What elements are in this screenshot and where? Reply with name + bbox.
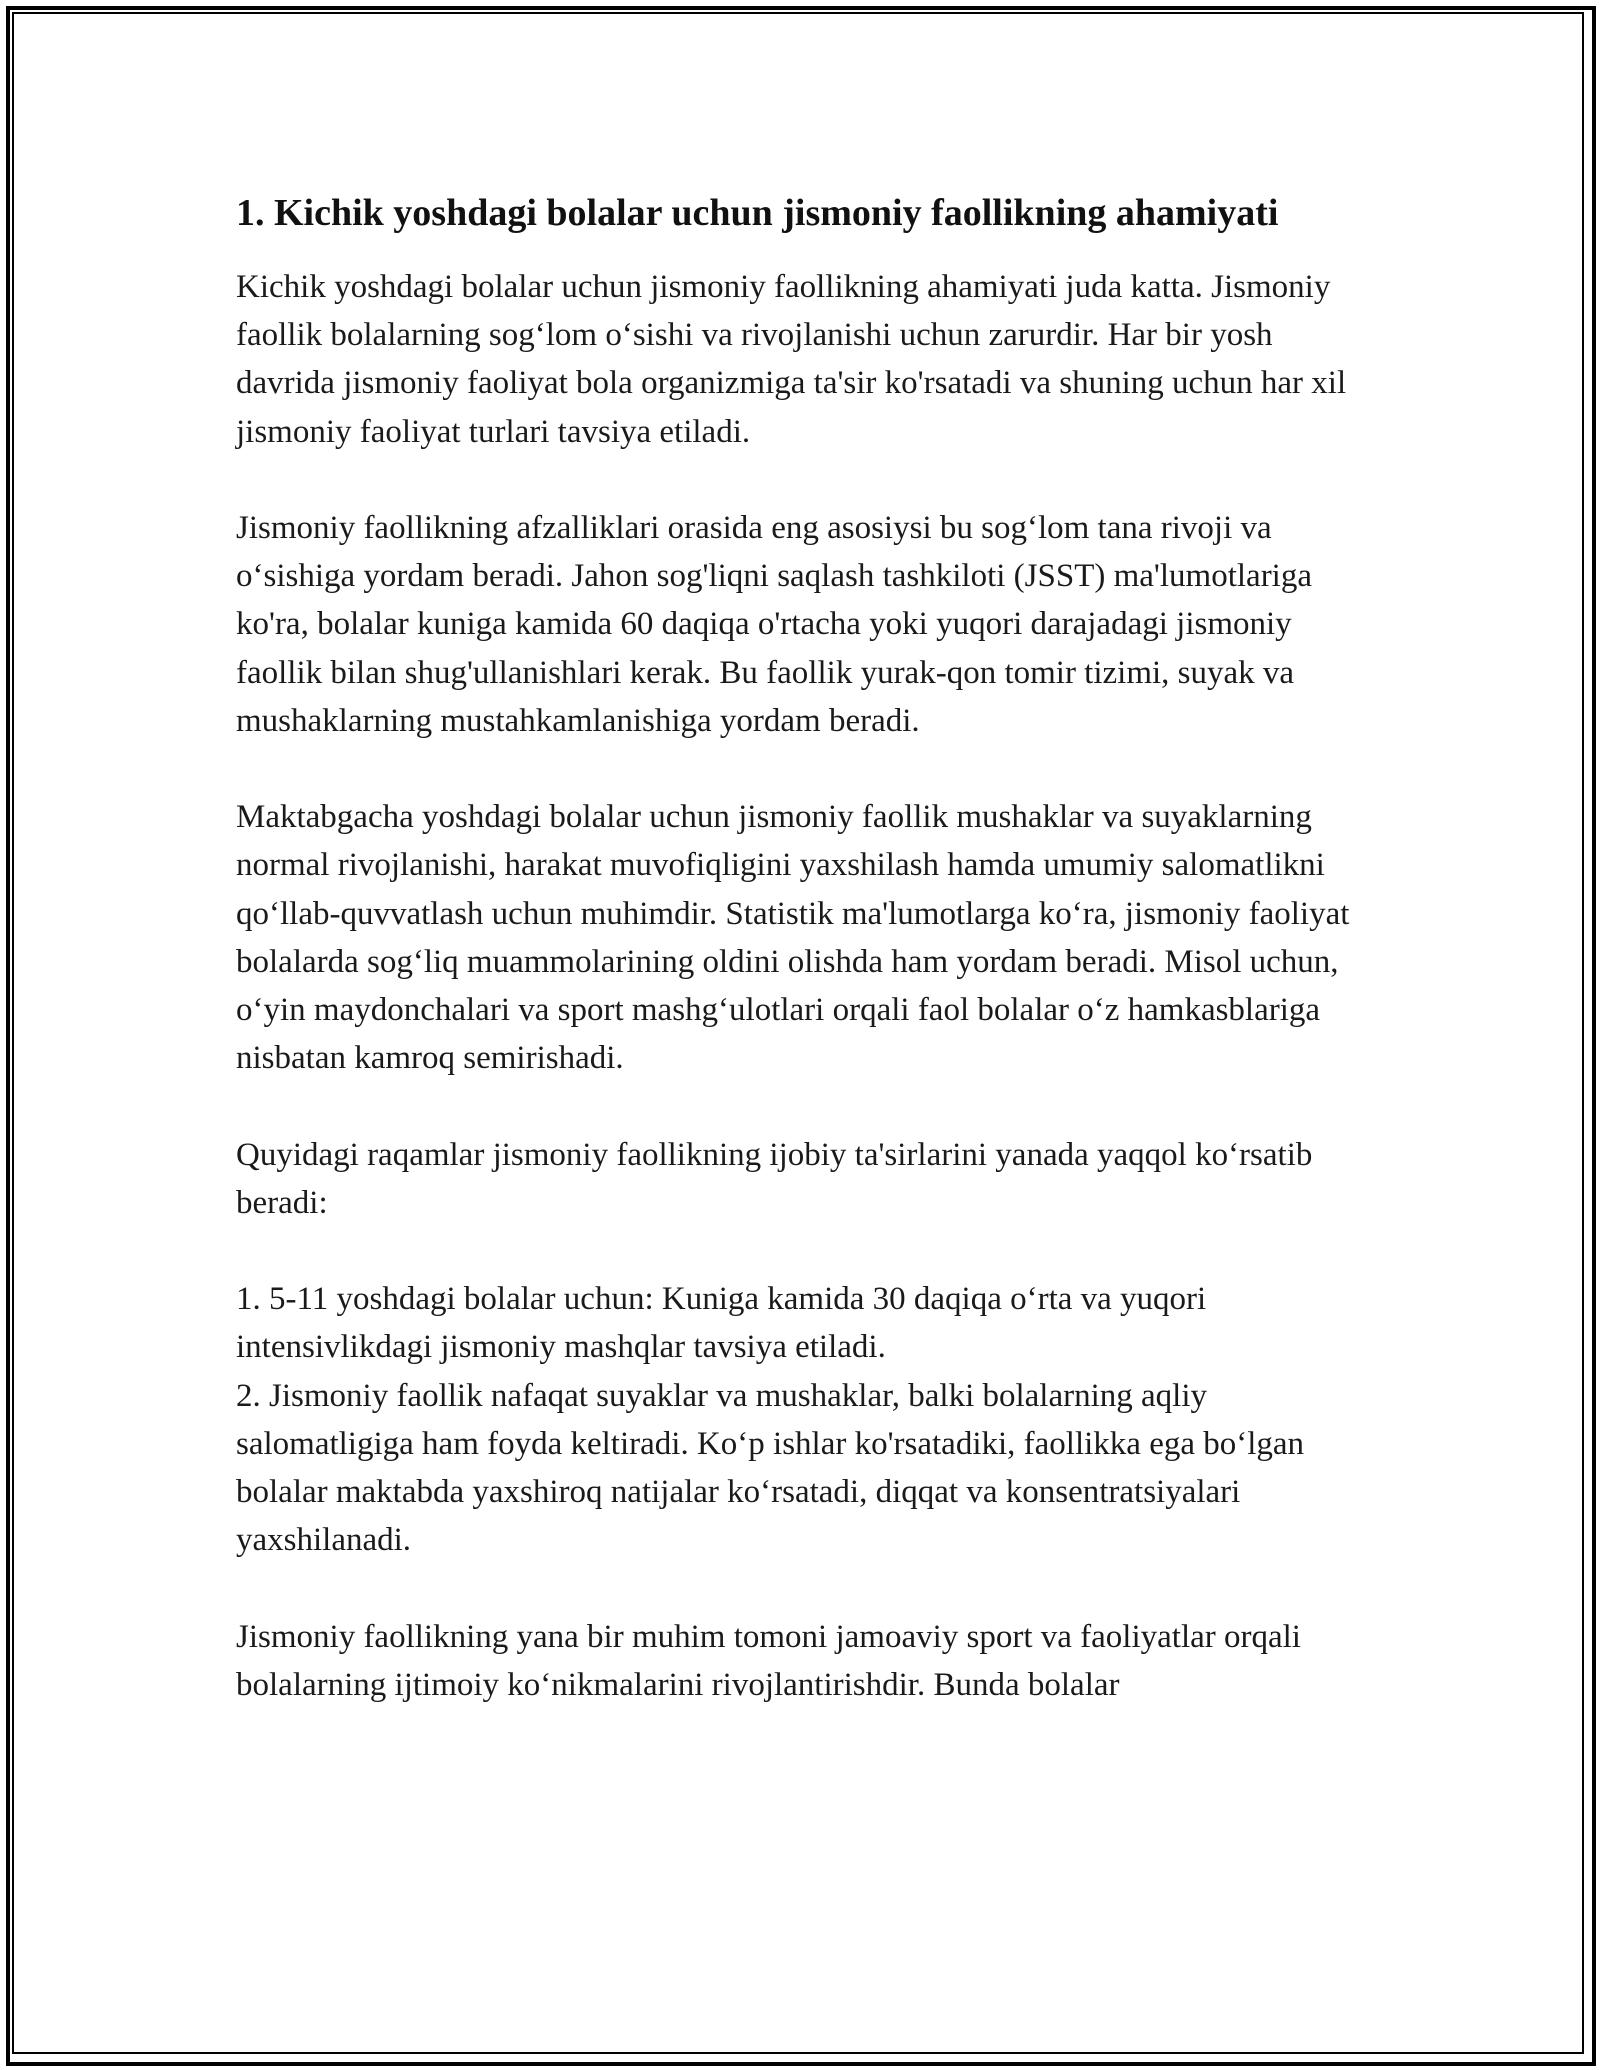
section-heading: 1. Kichik yoshdagi bolalar uchun jismoniy faollikning ahamiyati xyxy=(236,192,1279,234)
paragraph-preschool: Maktabgacha yoshdagi bolalar uchun jismoniy faollik mushaklar va suyaklarning normal rivojlanishi, harakat muvofiqligini yaxshilash hamda umumiy salomatlikni qo‘llab-quvvatlash uchun muhimdir. Statistik ma'lumotlarga ko‘ra, jismoniy faoliyat bolalarda sog‘liq muammolarining oldini olishda ham yordam beradi. Misol uchun, o‘yin maydonchalari va sport mashg‘ulotlari orqali faol bolalar o‘z hamkasblariga nisbatan kamroq semirishadi. xyxy=(236,799,1350,1077)
paragraph-social-skills: Jismoniy faollikning yana bir muhim tomoni jamoaviy sport va faoliyatlar orqali bolalarning ijtimoiy ko‘nikmalarini rivojlantirishdir. Bunda bolalar xyxy=(236,1618,1301,1703)
list-item: 1. 5-11 yoshdagi bolalar uchun: Kuniga kamida 30 daqiqa o‘rta va yuqori intensivlikdagi jismoniy mashqlar tavsiya etiladi. xyxy=(236,1281,1207,1366)
paragraph-figures-intro: Quyidagi raqamlar jismoniy faollikning ijobiy ta'sirlarini yanada yaqqol ko‘rsatib beradi: xyxy=(236,1136,1313,1221)
list-item: 2. Jismoniy faollik nafaqat suyaklar va mushaklar, balki bolalarning aqliy salomatligiga ham foyda keltiradi. Ko‘p ishlar ko'rsatadiki, faollikka ega bo‘lgan bolalar maktabda yaxshiroq natijalar ko‘rsatadi, diqqat va konsentratsiyalari yaxshilanadi. xyxy=(236,1377,1305,1559)
document-body xyxy=(236,186,1366,1757)
paragraph-intro: Kichik yoshdagi bolalar uchun jismoniy faollikning ahamiyati juda katta. Jismoniy faollik bolalarning sog‘lom o‘sishi va rivojlanishi uchun zarurdir. Har bir yosh davrida jismoniy faoliyat bola organizmiga ta'sir ko'rsatadi va shuning uchun har xil jismoniy faoliyat turlari tavsiya etiladi. xyxy=(236,269,1347,450)
numbered-list xyxy=(236,1275,1366,1564)
paragraph-benefits: Jismoniy faollikning afzalliklari orasida eng asosiysi bu sog‘lom tana rivoji va o‘sishiga yordam beradi. Jahon sog'liqni saqlash tashkiloti (JSST) ma'lumotlariga ko'ra, bolalar kuniga kamida 60 daqiqa o'rtacha yoki yuqori darajadagi jismoniy faollik bilan shug'ullanishlari kerak. Bu faollik yurak-qon tomir tizimi, suyak va mushaklarning mustahkamlanishiga yordam beradi. xyxy=(236,510,1312,739)
